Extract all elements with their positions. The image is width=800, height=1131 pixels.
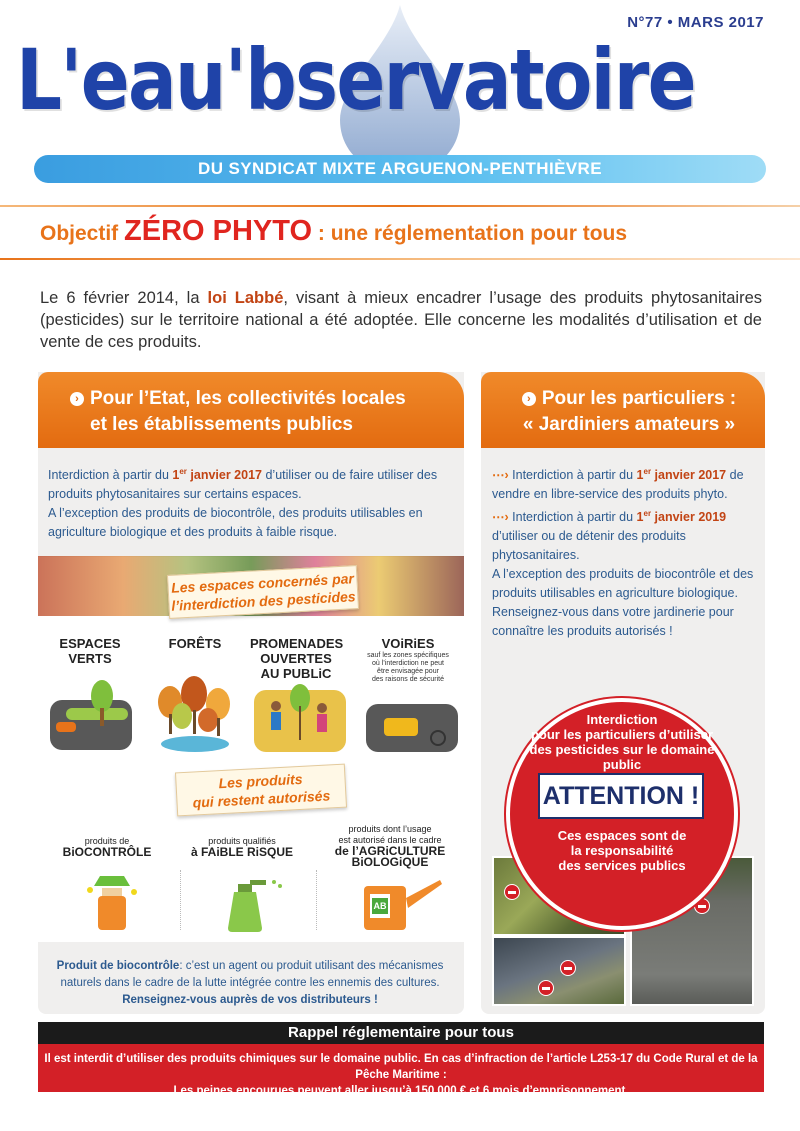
right-item1-day: 1 [636,468,644,483]
roads-note1: sauf les zones spécifiques [367,652,449,659]
right-text-c: A l’exception des produits de biocontrôle et des produits utilisables en agriculture biologique. [492,567,754,601]
prod3-cap1: de l’AGRiCULTURE [334,844,446,858]
roads-note [356,652,460,684]
ribbon1-line2: l’interdiction des pesticides [170,588,356,614]
prod2-cap: à FAiBLE RiSQUE [190,845,294,859]
issue-number: N°77 • MARS 2017 [627,14,764,31]
right-heading [481,372,765,448]
masthead-subtitle: DU SYNDICAT MIXTE ARGUENON-PENTHIÈVRE [34,155,766,183]
street-photo [492,936,626,1006]
no-entry-icon [538,980,554,996]
prod2-small: produits qualifiés [208,836,276,846]
page-title [40,215,627,248]
left-text-b: d’utiliser ou de faire utiliser des produits phytosanitaires sur certains espaces. [48,468,438,502]
category-forests: FORÊTS [168,636,222,651]
bullet-icon: › [522,392,536,406]
no-entry-icon [560,960,576,976]
category-promenades [250,636,342,681]
right-item1-b: de vendre en libre-service des produits phyto. [492,468,744,502]
intro-paragraph [40,287,762,353]
arrow-icon: ⋯› [492,468,509,483]
right-item1-rest: janvier 2017 [654,468,727,483]
circle-top1: Interdiction [586,712,658,727]
left-date-sup: er [179,467,187,476]
ribbon-products [175,764,347,817]
left-text-a: Interdiction à partir du [48,468,169,483]
car-icon [56,722,76,732]
bullet-icon: › [70,392,84,406]
people-walking-icon [254,676,346,752]
product-biocontrol-label [52,836,162,858]
spray-bottle-icon [218,872,288,934]
cat1-line2: VERTS [68,651,112,666]
footer-line2: Les peines encourues peuvent aller jusqu’à 150 000 € et 6 mois d’emprisonnement. [173,1085,629,1097]
circle-top3: des pesticides sur le domaine public [529,742,715,772]
left-heading [38,372,464,448]
title-highlight: ZÉRO PHYTO [124,215,313,247]
roads-note3: être envisagée pour [377,668,439,675]
ribbon1-line1: Les espaces concernés par [170,570,355,596]
right-item2-sup: er [643,509,652,519]
cat3-line1: PROMENADES [250,636,344,651]
product-lowrisk-label [184,836,300,858]
watering-can-icon [356,872,446,934]
left-date-rest: janvier 2017 [190,468,262,483]
prod1-small: produits de [84,836,130,846]
right-item2-rest: janvier 2019 [654,510,727,525]
trap-icon [84,872,140,934]
title-suffix: : une réglementation pour tous [317,222,628,245]
circle-top2: pour les particuliers d’utiliser [530,727,714,742]
ribbon2-line2: qui restent autorisés [192,787,331,811]
roads-note4: des raisons de sécurité [372,676,444,683]
cat3-line3: AU PUBLiC [260,666,332,681]
van-icon [384,718,418,736]
attention-label: ATTENTION ! [538,773,704,819]
circle-bottom-text [528,828,716,873]
footer-heading: Rappel réglementaire pour tous [38,1022,764,1044]
title-prefix: Objectif [40,222,119,245]
prod3-small1: produits dont l’usage [348,824,432,834]
circle-bot1: Ces espaces sont de [557,828,687,843]
arrow-icon: ⋯› [492,510,509,525]
left-heading-line1: Pour l’Etat, les collectivités locales [90,388,406,409]
category-roads: VOiRiES [381,636,435,651]
left-text-c: A l’exception des produits de biocontrôle, des produits utilisables en agriculture biologique et des produits à faible risque. [48,506,423,540]
intro-law: loi Labbé [207,289,284,307]
left-text [48,462,452,542]
circle-bot3: des services publics [558,858,686,873]
divider-bottom [0,258,800,260]
left-heading-line2: et les établissements publics [90,414,353,435]
prod3-small2: est autorisé dans le cadre [338,835,442,845]
bicycle-icon [430,730,446,746]
right-item2-b: d’utiliser ou de détenir des produits phytosanitaires. [492,529,686,563]
right-item1-a: Interdiction à partir du [512,468,634,483]
right-heading-line2: « Jardiniers amateurs » [522,414,736,435]
right-heading-line1: Pour les particuliers : [541,388,737,409]
separator [180,870,181,930]
intro-part1: Le 6 février 2014, la [40,289,200,307]
circle-top-text [518,712,726,772]
right-item2-a: Interdiction à partir du [512,510,634,525]
circle-bot2: la responsabilité [570,843,674,858]
intro-part2: , visant à mieux encadrer l’usage des produits phytosanitaires (pesticides) sur le territoire national a été adoptée. Elle concerne les modalités d’utilisation et de vente de ces produits. [40,289,763,351]
biocontrol-definition [48,958,452,1009]
prod3-cap2: BiOLOGiQUE [351,855,429,869]
bio-cta: Renseignez-vous auprès de vos distributeurs ! [122,994,378,1006]
cat1-line1: ESPACES [59,636,121,651]
left-date-day: 1 [172,468,180,483]
bio-term: Produit de biocontrôle [56,960,180,972]
organic-ab-logo: AB [372,898,388,914]
cat3-line2: OUVERTES [260,651,332,666]
divider-top [0,205,800,207]
right-item1-sup: er [643,467,652,476]
masthead-title: L'eau'bservatoire [16,31,695,129]
right-text [492,462,756,641]
footer-line1: Il est interdit d’utiliser des produits chimiques sur le domaine public. En cas d’infraction de l’article L253-17 du Code Rural et de la Pêche Maritime : [44,1053,758,1081]
right-text-d: Renseignez-vous dans votre jardinerie pour connaître les produits autorisés ! [492,605,734,639]
prod1-cap: BiOCONTRÔLE [62,845,152,859]
roads-note2: où l’interdiction ne peut [372,660,444,667]
separator [316,870,317,930]
ribbon2-line1: Les produits [218,770,303,792]
footer-body [38,1044,764,1097]
category-green-spaces [52,636,128,666]
forest-illustration [150,664,240,754]
product-organic-label [322,824,458,868]
right-item2-day: 1 [636,510,644,525]
no-entry-icon [504,884,520,900]
bio-def: : c’est un agent ou produit utilisant des mécanismes naturels dans le cadre de la lutte intégrée contre les ennemis des cultures. [60,960,444,989]
tree-icon [88,680,116,728]
